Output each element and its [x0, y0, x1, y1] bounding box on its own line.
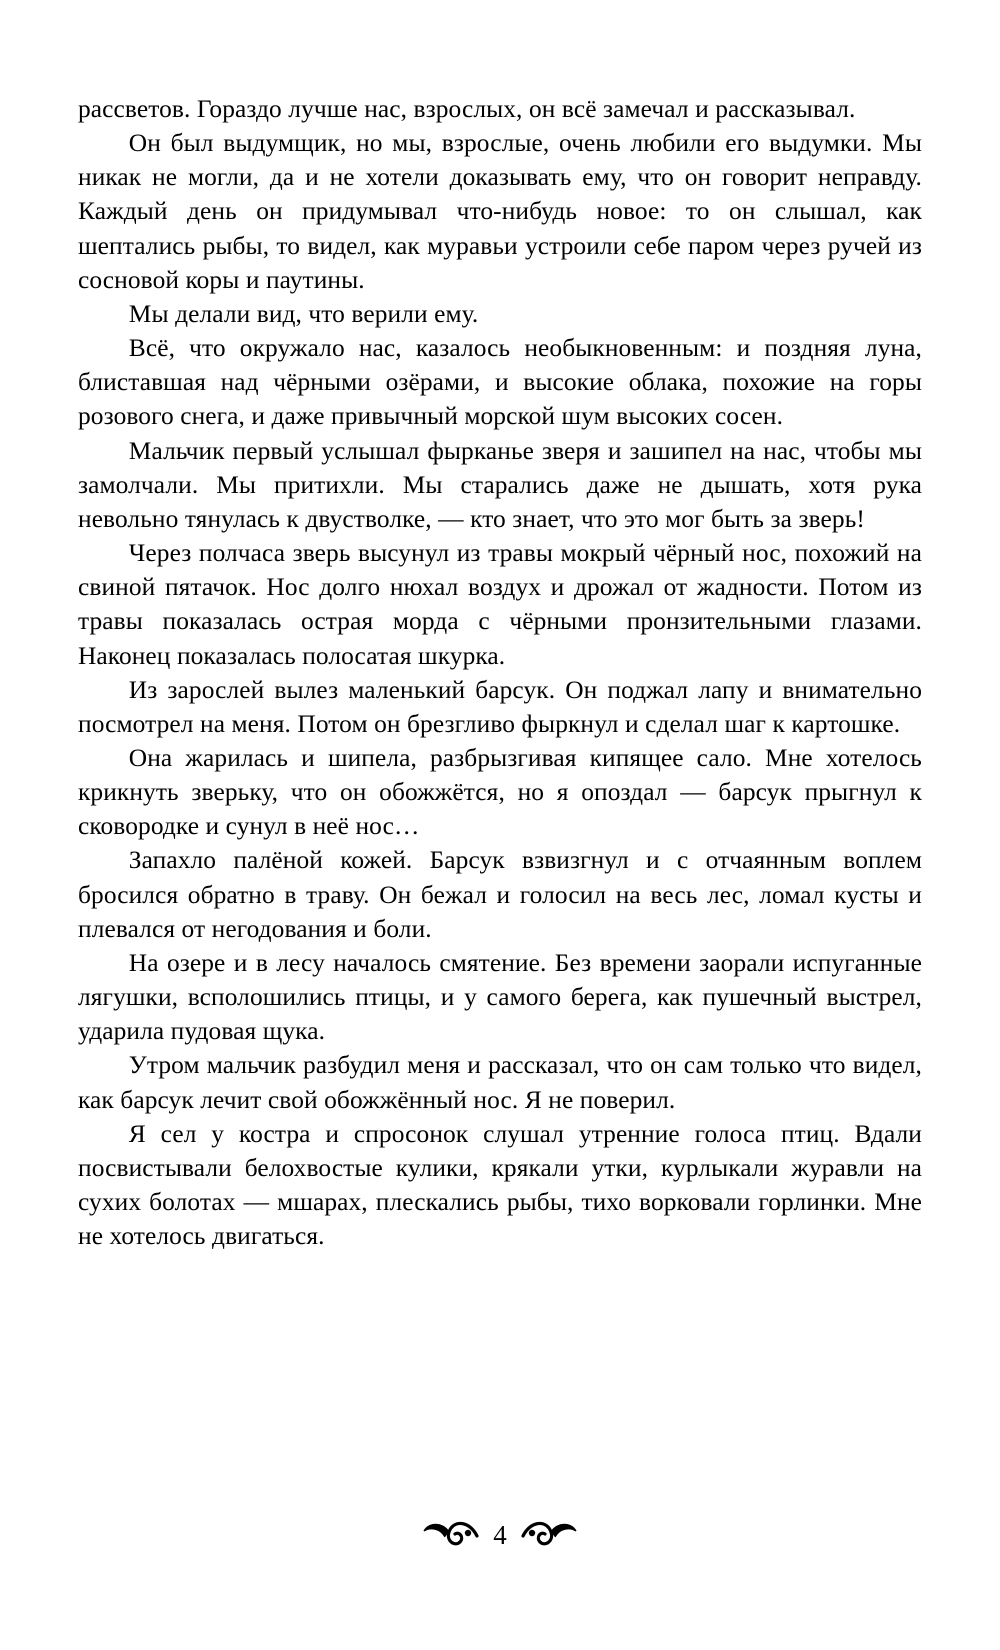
paragraph: Всё, что окружало нас, казалось необыкновенным: и поздняя луна, блиставшая над чёрными озёрами, и высокие облака, похожие на горы розового снега, и даже привычный морской шум высоких сосен.: [78, 334, 922, 431]
page-footer: [78, 1500, 922, 1610]
paragraph: Она жарилась и шипела, разбрызгивая кипящее сало. Мне хотелось крикнуть зверьку, что он обожжётся, но я опоздал — барсук прыгнул к сковородке и сунул в неё нос…: [78, 743, 922, 841]
paragraph: Через полчаса зверь высунул из травы мокрый чёрный нос, похожий на свиной пятачок. Нос долго нюхал воздух и дрожал от жадности. Потом из травы показалась острая морда с чёрными пронзительными глазами. Наконец показалась полосатая шкурка.: [78, 539, 922, 670]
paragraph: Утром мальчик разбудил меня и рассказал, что он сам только что видел, как барсук лечит свой обожжённый нос. Я не поверил.: [78, 1051, 922, 1114]
paragraph: На озере и в лесу началось смятение. Без времени заорали испуганные лягушки, всполошились птицы, и у самого берега, как пушечный выстрел, ударила пудовая щука.: [78, 948, 922, 1046]
flourish-right-icon: [521, 1518, 579, 1552]
paragraph: Запахло палёной кожей. Барсук взвизгнул и с отчаянным воплем бросился обратно в траву. Он бежал и голосил на весь лес, ломал кусты и плевался от негодования и боли.: [78, 846, 922, 943]
paragraph: рассветов. Гораздо лучше нас, взрослых, он всё замечал и рассказывал.: [78, 95, 856, 123]
paragraph: Мальчик первый услышал фырканье зверя и зашипел на нас, чтобы мы замолчали. Мы притихли. Мы старались даже не дышать, хотя рука невольно тянулась к двустволке, — кто знает, что это мог быть за зверь!: [78, 436, 922, 533]
flourish-left-icon: [421, 1518, 479, 1552]
paragraph: Я сел у костра и спросонок слушал утренние голоса птиц. Вдали посвистывали белохвостые кулики, крякали утки, курлыкали журавли на сухих болотах — мшарах, плескались рыбы, тихо ворковали горлинки. Мне не хотелось двигаться.: [78, 1119, 922, 1251]
paragraph: Мы делали вид, что верили ему.: [128, 299, 479, 328]
paragraph: Он был выдумщик, но мы, взрослые, очень любили его выдумки. Мы никак не могли, да и не хотели доказывать ему, что он говорит неправду. Каждый день он придумывал что-нибудь новое: то он слышал, как шептались рыбы, то видел, как муравьи устроили себе паром через ручей из сосновой коры и паутины.: [78, 129, 922, 294]
page-number: 4: [493, 1519, 507, 1550]
paragraph: Из зарослей вылез маленький барсук. Он поджал лапу и внимательно посмотрел на меня. Потом он брезгливо фыркнул и сделал шаг к картошке.: [78, 675, 922, 738]
page-body-text: [78, 92, 922, 1500]
